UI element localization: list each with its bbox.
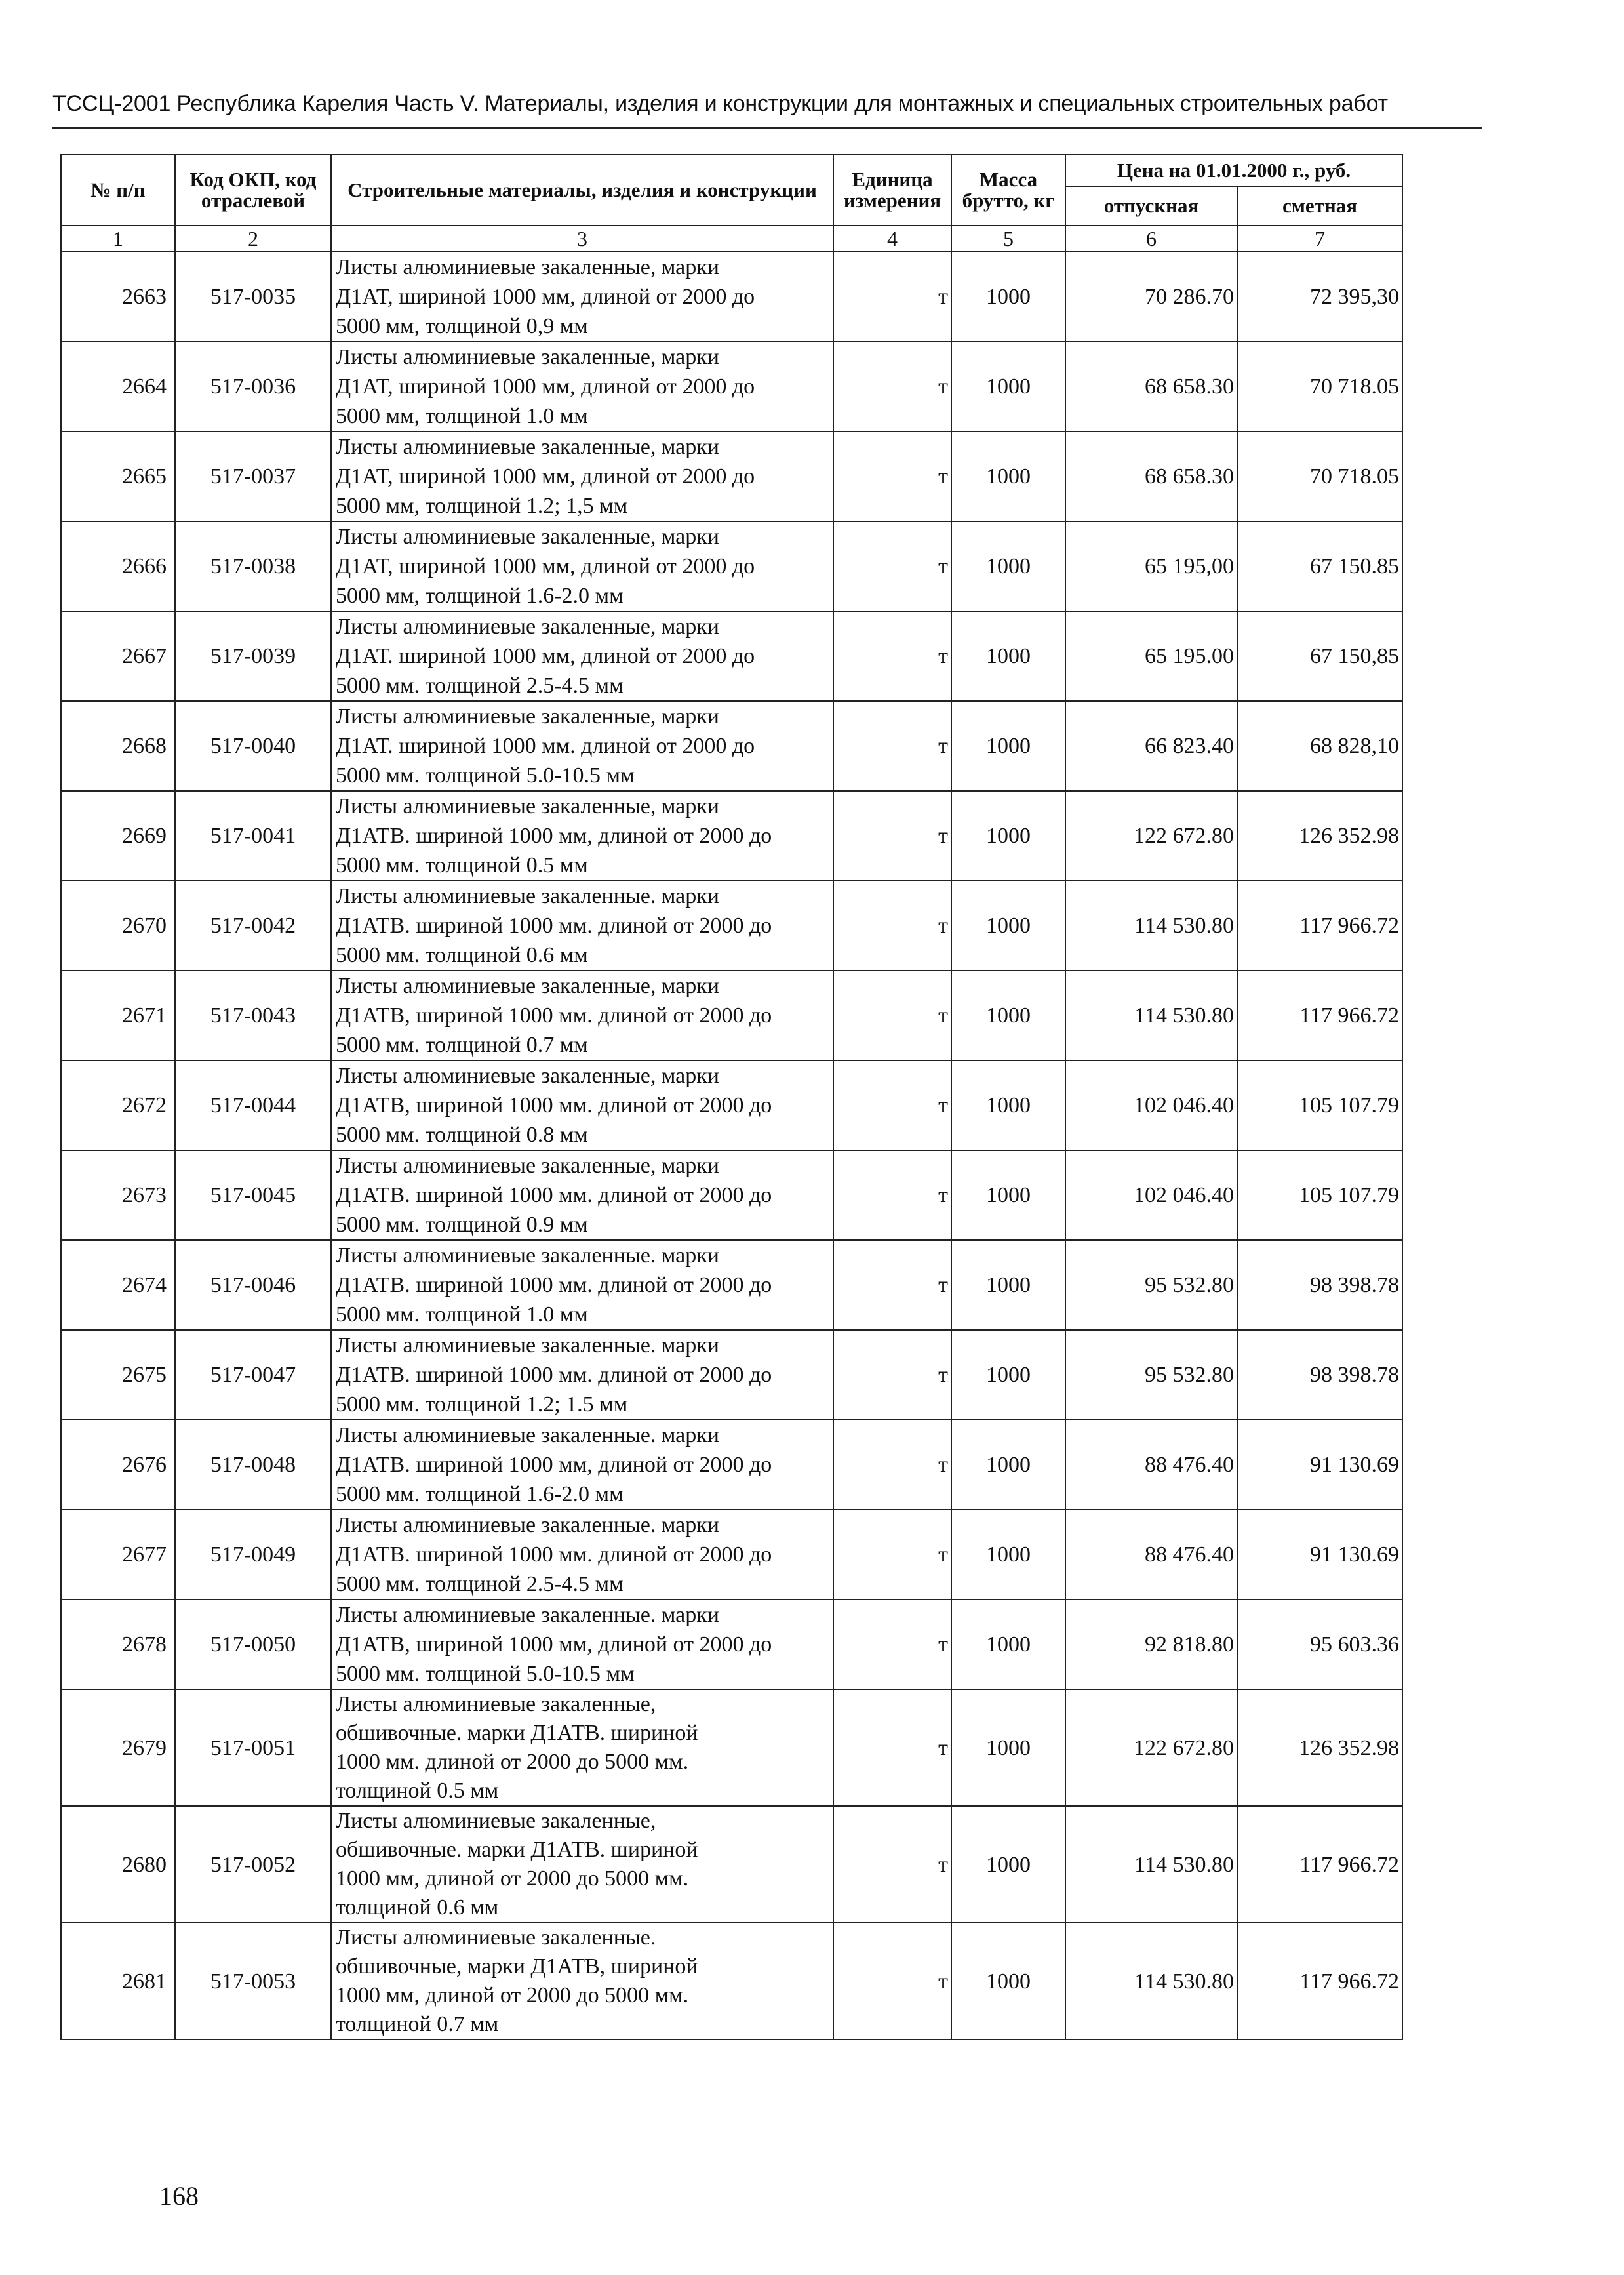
table-row — [61, 1330, 1402, 1420]
unit-of-measure: т — [833, 1510, 951, 1600]
okp-code: 517-0044 — [175, 1060, 331, 1150]
price-release: 68 658.30 — [1065, 432, 1237, 521]
gross-mass: 1000 — [951, 1420, 1065, 1510]
description-line: толщиной 0.6 мм — [336, 1895, 499, 1920]
row-number: 2670 — [61, 881, 175, 971]
price-estimate: 105 107.79 — [1237, 1060, 1402, 1150]
table-row — [61, 791, 1402, 881]
column-number: 3 — [331, 226, 833, 252]
material-description — [331, 342, 833, 432]
row-number: 2674 — [61, 1240, 175, 1330]
description-line: 5000 мм, толщиной 1.0 мм — [336, 404, 588, 428]
description-line: Д1АТ, шириной 1000 мм, длиной от 2000 до — [336, 554, 755, 578]
description-line: Листы алюминиевые закаленные, марки — [336, 435, 719, 459]
description-line: 5000 мм. толщиной 1.6-2.0 мм — [336, 1482, 624, 1506]
page-number: 168 — [159, 2181, 199, 2211]
price-release: 122 672.80 — [1065, 791, 1237, 881]
unit-of-measure: т — [833, 1240, 951, 1330]
price-release: 114 530.80 — [1065, 1806, 1237, 1923]
okp-code: 517-0037 — [175, 432, 331, 521]
material-description — [331, 1330, 833, 1420]
table-row — [61, 1420, 1402, 1510]
row-number: 2671 — [61, 971, 175, 1060]
row-number: 2667 — [61, 611, 175, 701]
col-header-num: № п/п — [61, 155, 175, 226]
okp-code: 517-0046 — [175, 1240, 331, 1330]
table-row — [61, 1060, 1402, 1150]
price-estimate: 117 966.72 — [1237, 1923, 1402, 2040]
description-line: 5000 мм. толщиной 0.9 мм — [336, 1213, 588, 1237]
price-release: 65 195.00 — [1065, 611, 1237, 701]
unit-of-measure: т — [833, 1150, 951, 1240]
price-estimate: 117 966.72 — [1237, 881, 1402, 971]
price-release: 88 476.40 — [1065, 1420, 1237, 1510]
description-line: Д1АТ. шириной 1000 мм. длиной от 2000 до — [336, 734, 755, 758]
column-number: 5 — [951, 226, 1065, 252]
row-number: 2666 — [61, 521, 175, 611]
table-row — [61, 971, 1402, 1060]
gross-mass: 1000 — [951, 1923, 1065, 2040]
column-number: 1 — [61, 226, 175, 252]
price-estimate: 91 130.69 — [1237, 1420, 1402, 1510]
gross-mass: 1000 — [951, 1240, 1065, 1330]
gross-mass: 1000 — [951, 1510, 1065, 1600]
row-number: 2678 — [61, 1600, 175, 1689]
price-release: 92 818.80 — [1065, 1600, 1237, 1689]
price-release: 95 532.80 — [1065, 1240, 1237, 1330]
row-number: 2668 — [61, 701, 175, 791]
description-line: Листы алюминиевые закаленные. — [336, 1925, 656, 1950]
row-number: 2676 — [61, 1420, 175, 1510]
price-estimate: 70 718.05 — [1237, 432, 1402, 521]
description-line: Листы алюминиевые закаленные. марки — [336, 1243, 719, 1268]
table-row — [61, 611, 1402, 701]
description-line: 5000 мм. толщиной 0.5 мм — [336, 853, 588, 877]
row-number: 2673 — [61, 1150, 175, 1240]
description-line: Д1АТВ, шириной 1000 мм. длиной от 2000 до — [336, 1003, 772, 1028]
description-line: Д1АТ, шириной 1000 мм, длиной от 2000 до — [336, 374, 755, 399]
unit-of-measure: т — [833, 342, 951, 432]
description-line: Листы алюминиевые закаленные, марки — [336, 794, 719, 818]
header-divider — [52, 127, 1482, 129]
row-number: 2681 — [61, 1923, 175, 2040]
price-release: 68 658.30 — [1065, 342, 1237, 432]
description-line: Листы алюминиевые закаленные, марки — [336, 704, 719, 729]
unit-of-measure: т — [833, 1420, 951, 1510]
material-description — [331, 1420, 833, 1510]
price-release: 88 476.40 — [1065, 1510, 1237, 1600]
gross-mass: 1000 — [951, 1150, 1065, 1240]
material-description — [331, 971, 833, 1060]
unit-of-measure: т — [833, 971, 951, 1060]
unit-of-measure: т — [833, 252, 951, 342]
unit-of-measure: т — [833, 791, 951, 881]
gross-mass: 1000 — [951, 791, 1065, 881]
unit-of-measure: т — [833, 701, 951, 791]
price-estimate: 98 398.78 — [1237, 1240, 1402, 1330]
material-description — [331, 1923, 833, 2040]
price-table — [60, 154, 1403, 2040]
description-line: Д1АТ, шириной 1000 мм, длиной от 2000 до — [336, 285, 755, 309]
description-line: Д1АТВ. шириной 1000 мм. длиной от 2000 до — [336, 1363, 772, 1387]
gross-mass: 1000 — [951, 342, 1065, 432]
price-release: 102 046.40 — [1065, 1060, 1237, 1150]
row-number: 2675 — [61, 1330, 175, 1420]
gross-mass: 1000 — [951, 881, 1065, 971]
unit-of-measure: т — [833, 1689, 951, 1806]
okp-code: 517-0035 — [175, 252, 331, 342]
description-line: 5000 мм, толщиной 1.6-2.0 мм — [336, 584, 624, 608]
column-number: 7 — [1237, 226, 1402, 252]
table-row — [61, 701, 1402, 791]
gross-mass: 1000 — [951, 1060, 1065, 1150]
table-body — [61, 252, 1402, 2040]
table-row — [61, 1806, 1402, 1923]
material-description — [331, 1600, 833, 1689]
gross-mass: 1000 — [951, 1689, 1065, 1806]
description-line: Д1АТВ. шириной 1000 мм, длиной от 2000 до — [336, 824, 772, 848]
okp-code: 517-0048 — [175, 1420, 331, 1510]
description-line: обшивочные, марки Д1АТВ, шириной — [336, 1954, 698, 1979]
table-row — [61, 1923, 1402, 2040]
price-release: 114 530.80 — [1065, 881, 1237, 971]
col-header-unit: Единица измерения — [833, 155, 951, 226]
price-release: 114 530.80 — [1065, 971, 1237, 1060]
price-estimate: 72 395,30 — [1237, 252, 1402, 342]
description-line: 5000 мм, толщиной 0,9 мм — [336, 314, 588, 338]
price-estimate: 117 966.72 — [1237, 971, 1402, 1060]
description-line: 1000 мм, длиной от 2000 до 5000 мм. — [336, 1983, 689, 2007]
description-line: 5000 мм. толщиной 5.0-10.5 мм — [336, 763, 635, 788]
description-line: толщиной 0.5 мм — [336, 1779, 499, 1803]
gross-mass: 1000 — [951, 521, 1065, 611]
description-line: Листы алюминиевые закаленные. марки — [336, 1603, 719, 1627]
unit-of-measure: т — [833, 432, 951, 521]
description-line: 1000 мм. длиной от 2000 до 5000 мм. — [336, 1750, 689, 1774]
description-line: 1000 мм, длиной от 2000 до 5000 мм. — [336, 1866, 689, 1891]
description-line: Листы алюминиевые закаленные, марки — [336, 255, 719, 279]
unit-of-measure: т — [833, 881, 951, 971]
price-estimate: 67 150.85 — [1237, 521, 1402, 611]
col-header-name: Строительные материалы, изделия и конструкции — [331, 155, 833, 226]
price-release: 122 672.80 — [1065, 1689, 1237, 1806]
price-estimate: 68 828,10 — [1237, 701, 1402, 791]
description-line: 5000 мм. толщиной 0.7 мм — [336, 1033, 588, 1057]
row-number: 2669 — [61, 791, 175, 881]
description-line: 5000 мм. толщиной 2.5-4.5 мм — [336, 674, 624, 698]
table-row — [61, 1240, 1402, 1330]
gross-mass: 1000 — [951, 701, 1065, 791]
okp-code: 517-0052 — [175, 1806, 331, 1923]
price-release: 102 046.40 — [1065, 1150, 1237, 1240]
table-row — [61, 342, 1402, 432]
price-estimate: 70 718.05 — [1237, 342, 1402, 432]
description-line: Д1АТВ. шириной 1000 мм. длиной от 2000 до — [336, 1183, 772, 1207]
table-row — [61, 881, 1402, 971]
material-description — [331, 1806, 833, 1923]
material-description — [331, 1150, 833, 1240]
table-row — [61, 252, 1402, 342]
description-line: Листы алюминиевые закаленные, — [336, 1809, 656, 1833]
material-description — [331, 1060, 833, 1150]
gross-mass: 1000 — [951, 432, 1065, 521]
description-line: Листы алюминиевые закаленные, — [336, 1692, 656, 1716]
description-line: Листы алюминиевые закаленные, марки — [336, 1064, 719, 1088]
description-line: 5000 мм. толщиной 5.0-10.5 мм — [336, 1662, 635, 1686]
okp-code: 517-0043 — [175, 971, 331, 1060]
material-description — [331, 521, 833, 611]
price-estimate: 98 398.78 — [1237, 1330, 1402, 1420]
gross-mass: 1000 — [951, 971, 1065, 1060]
description-line: Листы алюминиевые закаленные, марки — [336, 345, 719, 369]
row-number: 2672 — [61, 1060, 175, 1150]
row-number: 2680 — [61, 1806, 175, 1923]
material-description — [331, 252, 833, 342]
okp-code: 517-0050 — [175, 1600, 331, 1689]
description-line: Д1АТВ. шириной 1000 мм. длиной от 2000 до — [336, 1273, 772, 1297]
price-estimate: 95 603.36 — [1237, 1600, 1402, 1689]
col-header-mass: Масса брутто, кг — [951, 155, 1065, 226]
price-release: 114 530.80 — [1065, 1923, 1237, 2040]
description-line: обшивочные. марки Д1АТВ. шириной — [336, 1838, 698, 1862]
gross-mass: 1000 — [951, 1330, 1065, 1420]
description-line: 5000 мм, толщиной 1.2; 1,5 мм — [336, 494, 628, 518]
col-header-price-release: отпускная — [1065, 186, 1237, 226]
gross-mass: 1000 — [951, 252, 1065, 342]
col-header-price-group: Цена на 01.01.2000 г., руб. — [1065, 155, 1402, 186]
material-description — [331, 881, 833, 971]
description-line: Д1АТВ, шириной 1000 мм, длиной от 2000 до — [336, 1632, 772, 1657]
description-line: Листы алюминиевые закаленные. марки — [336, 1333, 719, 1358]
unit-of-measure: т — [833, 521, 951, 611]
okp-code: 517-0045 — [175, 1150, 331, 1240]
description-line: обшивочные. марки Д1АТВ. шириной — [336, 1721, 698, 1745]
price-release: 70 286.70 — [1065, 252, 1237, 342]
okp-code: 517-0051 — [175, 1689, 331, 1806]
price-release: 66 823.40 — [1065, 701, 1237, 791]
okp-code: 517-0049 — [175, 1510, 331, 1600]
table-header — [61, 155, 1402, 252]
description-line: Листы алюминиевые закаленные. марки — [336, 1513, 719, 1537]
column-number: 2 — [175, 226, 331, 252]
material-description — [331, 701, 833, 791]
col-header-price-estimate: сметная — [1237, 186, 1402, 226]
table-row — [61, 521, 1402, 611]
gross-mass: 1000 — [951, 611, 1065, 701]
material-description — [331, 791, 833, 881]
material-description — [331, 1689, 833, 1806]
description-line: Д1АТВ. шириной 1000 мм. длиной от 2000 до — [336, 1542, 772, 1567]
description-line: толщиной 0.7 мм — [336, 2012, 499, 2036]
okp-code: 517-0038 — [175, 521, 331, 611]
description-line: Листы алюминиевые закаленные, марки — [336, 1154, 719, 1178]
price-estimate: 91 130.69 — [1237, 1510, 1402, 1600]
okp-code: 517-0040 — [175, 701, 331, 791]
price-estimate: 105 107.79 — [1237, 1150, 1402, 1240]
description-line: Листы алюминиевые закаленные. марки — [336, 884, 719, 908]
description-line: 5000 мм. толщиной 0.8 мм — [336, 1123, 588, 1147]
page-header-title: ТССЦ-2001 Республика Карелия Часть V. Материалы, изделия и конструкции для монтажных и специальных строительных работ — [52, 91, 1388, 116]
price-estimate: 117 966.72 — [1237, 1806, 1402, 1923]
column-number: 4 — [833, 226, 951, 252]
okp-code: 517-0053 — [175, 1923, 331, 2040]
gross-mass: 1000 — [951, 1806, 1065, 1923]
description-line: 5000 мм. толщиной 2.5-4.5 мм — [336, 1572, 624, 1596]
price-release: 65 195,00 — [1065, 521, 1237, 611]
column-number-row — [61, 226, 1402, 252]
column-number: 6 — [1065, 226, 1237, 252]
unit-of-measure: т — [833, 1600, 951, 1689]
table-row — [61, 1510, 1402, 1600]
okp-code: 517-0042 — [175, 881, 331, 971]
description-line: Д1АТВ. шириной 1000 мм, длиной от 2000 до — [336, 1453, 772, 1477]
table-row — [61, 1600, 1402, 1689]
table-row — [61, 1150, 1402, 1240]
material-description — [331, 1510, 833, 1600]
row-number: 2665 — [61, 432, 175, 521]
description-line: Д1АТ. шириной 1000 мм, длиной от 2000 до — [336, 644, 755, 668]
okp-code: 517-0039 — [175, 611, 331, 701]
description-line: Листы алюминиевые закаленные, марки — [336, 525, 719, 549]
okp-code: 517-0036 — [175, 342, 331, 432]
unit-of-measure: т — [833, 1060, 951, 1150]
unit-of-measure: т — [833, 611, 951, 701]
description-line: 5000 мм. толщиной 1.2; 1.5 мм — [336, 1392, 628, 1417]
price-release: 95 532.80 — [1065, 1330, 1237, 1420]
row-number: 2677 — [61, 1510, 175, 1600]
col-header-code: Код ОКП, код отраслевой — [175, 155, 331, 226]
description-line: Листы алюминиевые закаленные. марки — [336, 1423, 719, 1447]
description-line: Д1АТ, шириной 1000 мм, длиной от 2000 до — [336, 464, 755, 489]
material-description — [331, 432, 833, 521]
gross-mass: 1000 — [951, 1600, 1065, 1689]
table-row — [61, 432, 1402, 521]
description-line: Листы алюминиевые закаленные, марки — [336, 614, 719, 639]
unit-of-measure: т — [833, 1806, 951, 1923]
price-estimate: 126 352.98 — [1237, 791, 1402, 881]
okp-code: 517-0041 — [175, 791, 331, 881]
description-line: 5000 мм. толщиной 0.6 мм — [336, 943, 588, 967]
row-number: 2679 — [61, 1689, 175, 1806]
description-line: Д1АТВ, шириной 1000 мм. длиной от 2000 до — [336, 1093, 772, 1117]
row-number: 2664 — [61, 342, 175, 432]
price-estimate: 67 150,85 — [1237, 611, 1402, 701]
description-line: 5000 мм. толщиной 1.0 мм — [336, 1302, 588, 1327]
unit-of-measure: т — [833, 1330, 951, 1420]
description-line: Листы алюминиевые закаленные, марки — [336, 974, 719, 998]
price-estimate: 126 352.98 — [1237, 1689, 1402, 1806]
okp-code: 517-0047 — [175, 1330, 331, 1420]
table-row — [61, 1689, 1402, 1806]
row-number: 2663 — [61, 252, 175, 342]
material-description — [331, 1240, 833, 1330]
unit-of-measure: т — [833, 1923, 951, 2040]
material-description — [331, 611, 833, 701]
description-line: Д1АТВ. шириной 1000 мм. длиной от 2000 до — [336, 914, 772, 938]
